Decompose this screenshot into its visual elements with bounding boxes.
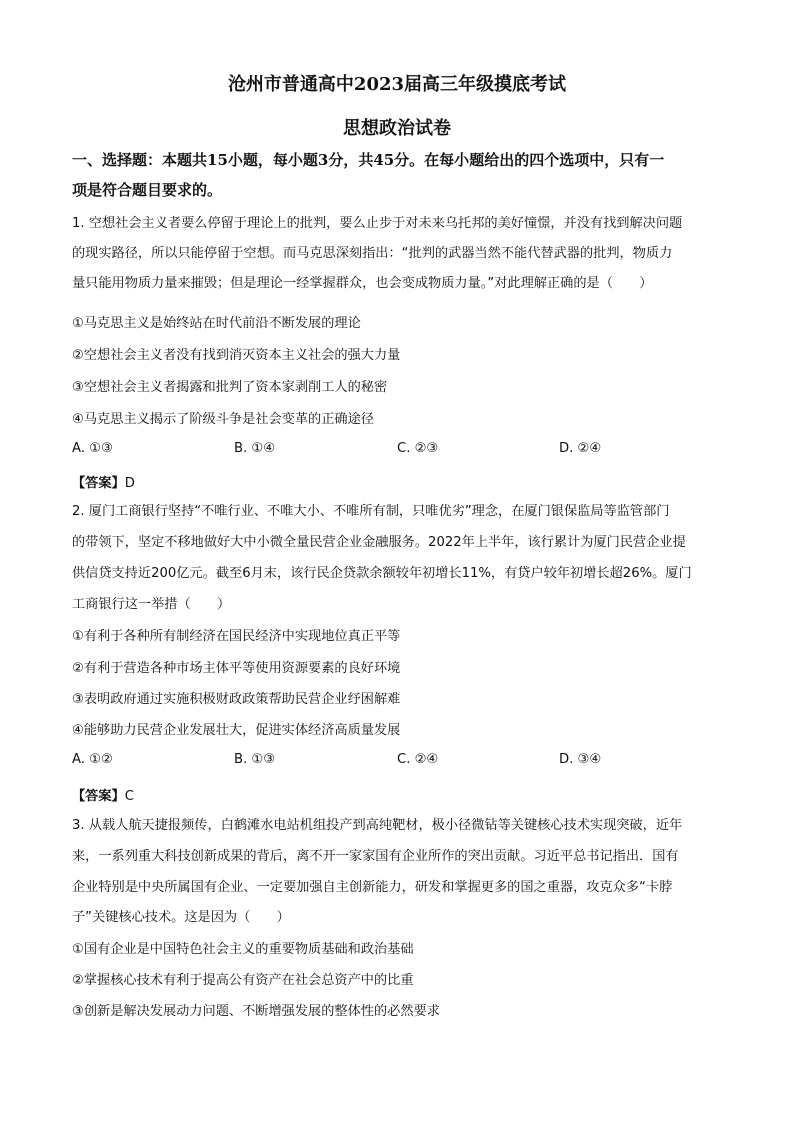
q3-stem-line: 企业特别是中央所属国有企业、一定要加强自主创新能力，研发和掌握更多的国之重器，攻克众多“卡脖 — [72, 880, 673, 895]
q1-option-b: B. ①④ — [234, 441, 276, 456]
q2-option-a: A. ①② — [72, 752, 113, 767]
q1-statement-3: ③空想社会主义者揭露和批判了资本家剥削工人的秘密 — [72, 380, 388, 395]
q1-stem-line: 量只能用物质力量来摧毁；但是理论一经掌握群众，也会变成物质力量。”对此理解正确的是（ ） — [72, 276, 653, 291]
q2-stem-line: 工商银行这一举措（ ） — [72, 597, 231, 612]
q1-option-c: C. ②③ — [397, 441, 439, 456]
q1-statement-4: ④马克思主义揭示了阶级斗争是社会变革的正确途径 — [72, 412, 374, 427]
q1-answer-value: D — [124, 476, 135, 491]
q1-stem-line: 1. 空想社会主义者要么停留于理论上的批判，要么止步于对未来乌托邦的美好憧憬，并没有找到解决问题 — [72, 216, 683, 231]
q2-statement-3: ③表明政府通过实施积极财政政策帮助民营企业纾困解难 — [72, 692, 401, 707]
q2-statement-4: ④能够助力民营企业发展壮大，促进实体经济高质量发展 — [72, 723, 401, 738]
q1-stem-line: 的现实路径，所以只能停留于空想。而马克思深刻指出：“批判的武器当然不能代替武器的批判，物质力 — [72, 246, 673, 261]
q2-option-c: C. ②④ — [397, 752, 439, 767]
q2-statement-2: ②有利于营造各种市场主体平等使用资源要素的良好环境 — [72, 661, 401, 676]
q1-options — [72, 441, 732, 461]
section-heading-line-2: 项是符合题目要求的。 — [72, 181, 223, 199]
q3-stem-line: 子”关键核心技术。这是因为（ ） — [72, 910, 290, 925]
q3-stem-line: 3. 从载人航天捷报频传，白鹤滩水电站机组投产到高纯靶材，极小径微钻等关键核心技术实现突破，近年 — [72, 818, 683, 833]
q1-answer-label: 【答案】 — [72, 476, 125, 491]
q2-answer-value: C — [124, 789, 134, 804]
q1-option-d: D. ②④ — [559, 441, 602, 456]
exam-title: 沧州市普通高中2023届高三年级摸底考试 — [227, 74, 567, 95]
q3-statement-2: ②掌握核心技术有利于提高公有资产在社会总资产中的比重 — [72, 973, 414, 988]
q3-stem-line: 来，一系列重大科技创新成果的背后，离不开一家家国有企业所作的突出贡献。习近平总书记指出．国有 — [72, 849, 679, 864]
q2-stem-line: 的带领下，坚定不移地做好大中小微全量民营企业金融服务。2022年上半年，该行累计为厦门民营企业提 — [72, 535, 686, 550]
exam-subtitle: 思想政治试卷 — [343, 118, 451, 139]
q2-stem-line: 2. 厦门工商银行坚持“不唯行业、不唯大小、不唯所有制，只唯优劣”理念，在厦门银保监局等监管部门 — [72, 504, 670, 519]
q2-options — [72, 752, 732, 772]
q2-statement-1: ①有利于各种所有制经济在国民经济中实现地位真正平等 — [72, 629, 401, 644]
q3-statement-1: ①国有企业是中国特色社会主义的重要物质基础和政治基础 — [72, 942, 414, 957]
q2-answer-label: 【答案】 — [72, 789, 125, 804]
q3-statement-3: ③创新是解决发展动力问题、不断增强发展的整体性的必然要求 — [72, 1004, 440, 1019]
q2-option-b: B. ①③ — [234, 752, 276, 767]
section-heading-line-1: 一、选择题：本题共15小题，每小题3分，共45分。在每小题给出的四个选项中，只有一 — [72, 151, 665, 169]
q1-statement-1: ①马克思主义是始终站在时代前沿不断发展的理论 — [72, 316, 361, 331]
q2-stem-line: 供信贷支持近200亿元。截至6月末，该行民企贷款余额较年初增长11%，有贷户较年初增长超26%。厦门 — [72, 566, 692, 581]
q1-statement-2: ②空想社会主义者没有找到消灭资本主义社会的强大力量 — [72, 348, 401, 363]
q2-answer — [72, 785, 134, 804]
q1-option-a: A. ①③ — [72, 441, 113, 456]
q2-option-d: D. ③④ — [559, 752, 602, 767]
q1-answer — [72, 472, 135, 491]
